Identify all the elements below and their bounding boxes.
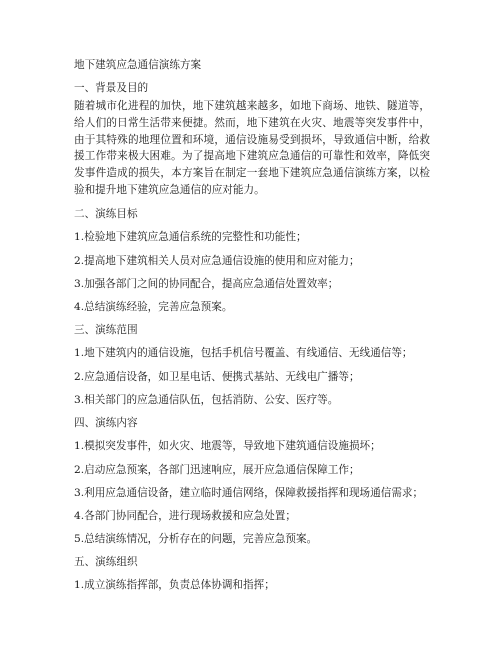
section-heading-background: 一、背景及目的 [74,82,149,94]
document-title: 地下建筑应急通信演练方案 [74,59,202,71]
list-item: 4.总结演练经验，完善应急预案。 [74,301,233,313]
section-heading-organization: 五、演练组织 [74,556,138,568]
section-heading-scope: 三、演练范围 [74,324,138,336]
list-item: 1.成立演练指挥部，负责总体协调和指挥； [74,579,275,591]
list-item: 2.启动应急预案，各部门迅速响应，展开应急通信保障工作； [74,464,360,476]
list-item: 5.总结演练情况，分析存在的问题，完善应急预案。 [74,533,318,545]
list-item: 4.各部门协同配合，进行现场救援和应急处置； [74,510,296,522]
list-item: 2.应急通信设备，如卫星电话、便携式基站、无线电广播等； [74,371,360,383]
list-item: 3.加强各部门之间的协同配合，提高应急通信处置效率； [74,278,339,290]
list-item: 1.地下建筑内的通信设施，包括手机信号覆盖、有线通信、无线通信等； [74,347,413,359]
list-item: 1.模拟突发事件，如火灾、地震等，导致地下建筑通信设施损坏； [74,440,381,452]
section-paragraph-background: 随着城市化进程的加快，地下建筑越来越多，如地下商场、地铁、隧道等，给人们的日常生活带来便捷。然而，地下建筑在火灾、地震等突发事件中，由于其特殊的地理位置和环境，通信设施易受到损坏，导致通信中断，给救援工作带来极大困难。为了提高地下建筑应急通信的可靠性和效率，降低突发事件造成的损失，本方案旨在制定一套地下建筑应急通信演练方案，以检验和提升地下建筑应急通信的应对能力。 [74,100,430,196]
section-heading-content: 四、演练内容 [74,417,138,429]
section-heading-goals: 二、演练目标 [74,208,138,220]
list-item: 3.相关部门的应急通信队伍，包括消防、公安、医疗等。 [74,394,339,406]
list-item: 2.提高地下建筑相关人员对应急通信设施的使用和应对能力； [74,255,360,267]
list-item: 1.检验地下建筑应急通信系统的完整性和功能性； [74,231,307,243]
list-item: 3.利用应急通信设备，建立临时通信网络，保障救援指挥和现场通信需求； [74,487,424,499]
